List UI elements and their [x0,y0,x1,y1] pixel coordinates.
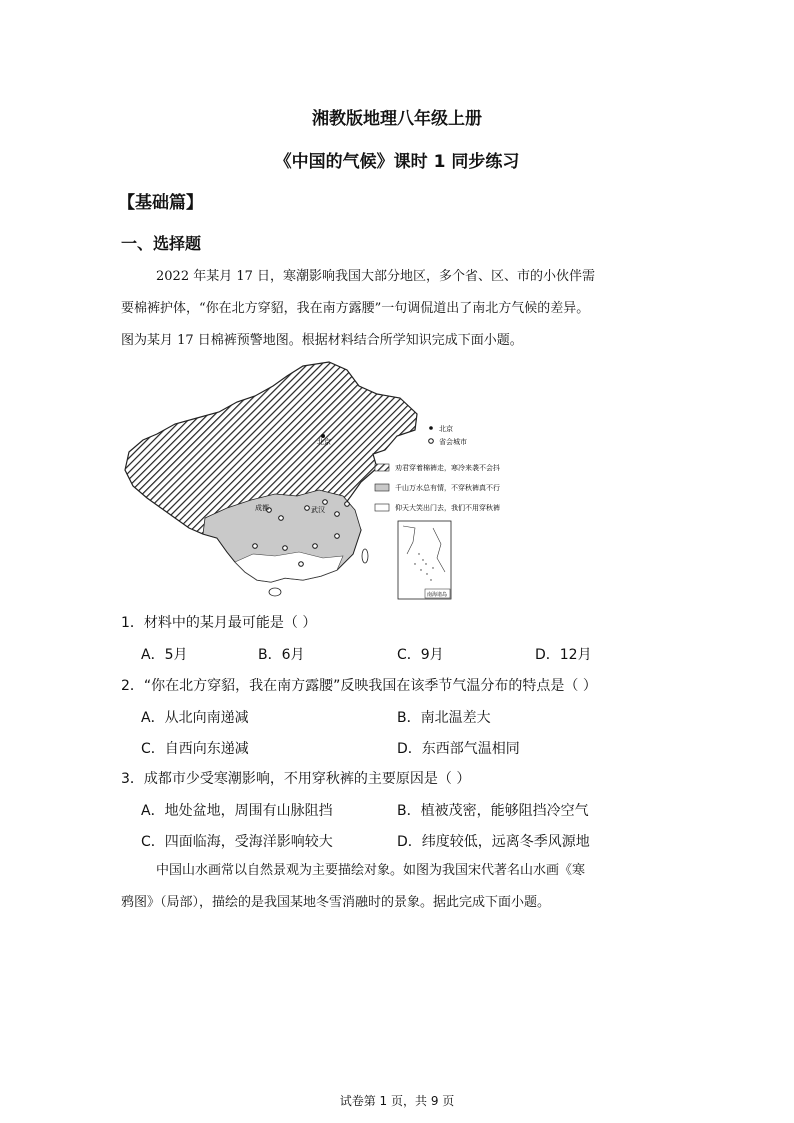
q2-option-b[interactable]: B．南北温差大 [397,710,491,726]
intro1-line2: 要棉裤护体，“你在北方穿貂，我在南方露腰”一句调侃道出了南北方气候的差异。 [121,301,590,316]
q2-option-c[interactable]: C．自西向东递减 [141,741,249,757]
q3-option-a[interactable]: A．地处盆地，周围有山脉阻挡 [141,803,333,819]
q3-option-c[interactable]: C．四面临海，受海洋影响较大 [141,834,333,850]
legend-beijing-text: 北京 [439,425,453,433]
q1-option-d[interactable]: D．12月 [535,647,592,663]
question-1-stem: 1．材料中的某月最可能是（ ） [121,615,317,631]
legend-capital-symbol [429,439,434,444]
q3-option-b[interactable]: B．植被茂密，能够阻挡冷空气 [397,803,589,819]
legend-hatched-text: 劝君穿着棉裤走，寒冷来袭不会抖 [395,464,500,472]
cold-wave-map [115,358,565,603]
q2-option-d[interactable]: D．东西部气温相同 [397,741,520,757]
china-outline [125,362,417,596]
page-footer: 试卷第 1 页，共 9 页 [339,1094,455,1108]
document-title: 湘教版地理八年级上册 [312,109,482,129]
map-label-wuhan: 武汉 [311,506,325,514]
legend-gray-swatch [375,484,389,491]
question-3-stem: 3．成都市少受寒潮影响，不用穿秋裤的主要原因是（ ） [121,771,471,787]
map-label-chengdu: 成都 [255,504,269,512]
intro1-line1: 2022 年某月 17 日，寒潮影响我国大部分地区，多个省、区、市的小伙伴需 [156,269,596,284]
q1-option-b[interactable]: B．6月 [258,647,305,663]
legend-beijing-symbol [429,426,433,430]
section-heading: 【基础篇】 [118,193,203,213]
intro1-line3: 图为某月 17 日棉裤预警地图。根据材料结合所学知识完成下面小题。 [121,333,523,348]
q1-option-c[interactable]: C．9月 [397,647,444,663]
legend-capital-text: 省会城市 [439,438,467,446]
legend-hatched-swatch [375,464,389,471]
document-subtitle: 《中国的气候》课时 1 同步练习 [274,152,520,172]
q3-option-d[interactable]: D．纬度较低，远离冬季风源地 [397,834,590,850]
part-heading: 一、选择题 [121,234,202,253]
inset-label: 南海诸岛 [427,592,448,598]
question-2-stem: 2．“你在北方穿貂，我在南方露腰”反映我国在该季节气温分布的特点是（ ） [121,678,597,694]
q1-option-a[interactable]: A．5月 [141,647,188,663]
legend-white-swatch [375,504,389,511]
legend-white-text: 仰天大笑出门去，我们不用穿秋裤 [395,504,500,512]
map-label-beijing: 北京 [317,438,331,446]
intro2-line2: 鸦图》（局部），描绘的是我国某地冬雪消融时的景象。据此完成下面小题。 [121,895,551,910]
q2-option-a[interactable]: A．从北向南递减 [141,710,249,726]
south-china-sea-inset [398,521,451,599]
legend-gray-text: 千山万水总有情，不穿秋裤真不行 [395,484,500,492]
intro2-line1: 中国山水画常以自然景观为主要描绘对象。如图为我国宋代著名山水画《寒 [156,863,586,878]
